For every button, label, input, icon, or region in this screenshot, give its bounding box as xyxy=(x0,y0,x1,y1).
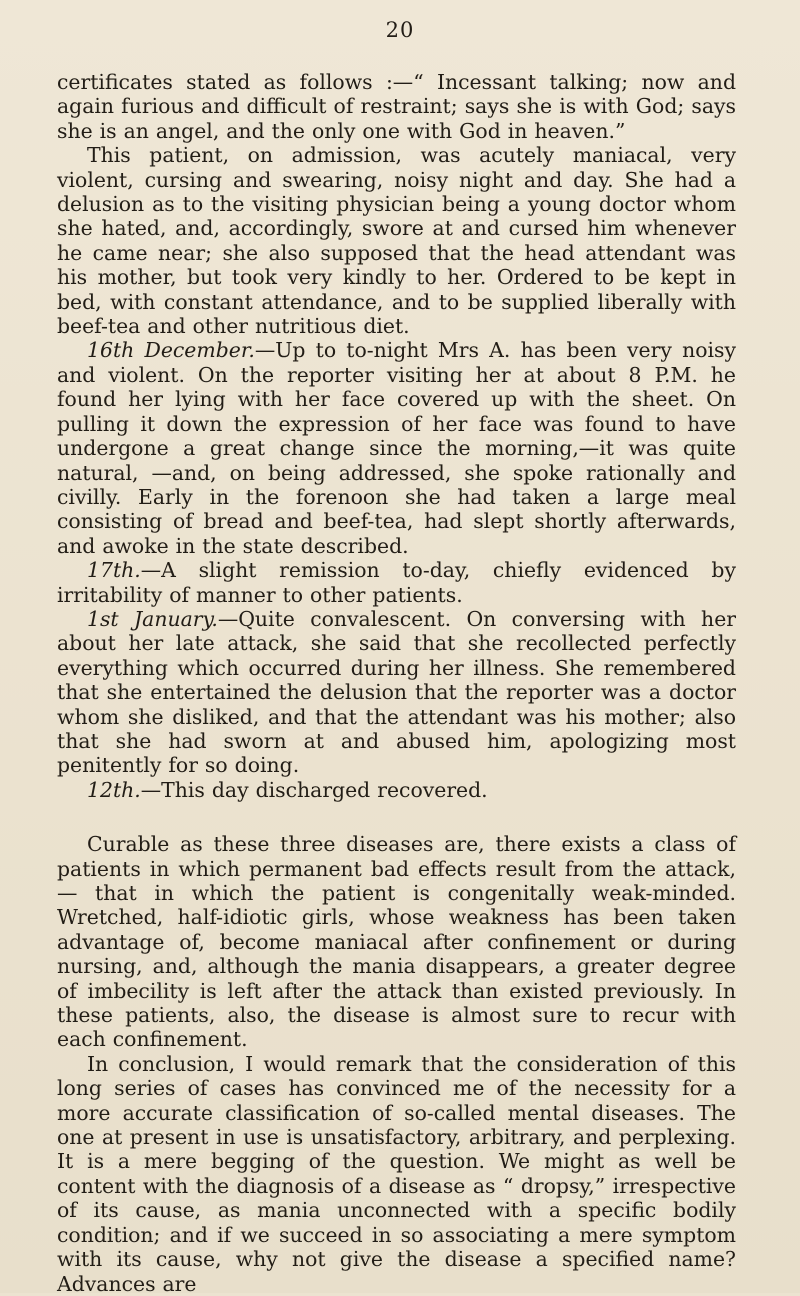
paragraph-text: certificates stated as follows :—“ Incessant talking; now and again furious and difficult of restraint; says she is with God; says she is an angel, and the only one with God in heaven.” xyxy=(57,70,736,143)
paragraph-text: —Quite convalescent. On conversing with her about her late attack, she said that she recollected perfectly everything which occurred during her illness. She remembered that she entertained the delusion that the reporter was a doctor whom she disliked, and that the attendant was his mother; also that she had sworn at and abused him, apologizing most penitently for so doing. xyxy=(57,606,737,778)
paragraph-12th xyxy=(57,778,736,802)
paragraph-16th-december xyxy=(57,338,736,558)
paragraph-text: This patient, on admission, was acutely maniacal, very violent, cursing and swearing, noisy night and day. She had a delusion as to the visiting physician being a young doctor whom she hated, and, accordingly, swore at and cursed him whenever he came near; she also supposed that the head attendant was his mother, but took very kindly to her. Ordered to be kept in bed, with constant attendance, and to be supplied liberally with beef-tea and other nutritious diet. xyxy=(57,143,736,339)
entry-date: 12th. xyxy=(87,777,141,802)
page-number: 20 xyxy=(385,18,415,42)
paragraph-text: —This day discharged recovered. xyxy=(140,777,488,802)
paragraph-17th xyxy=(57,558,736,607)
paragraph-text: —A slight remission to-day, chiefly evidenced by irritability of manner to other patients. xyxy=(57,558,736,607)
entry-date: 17th. xyxy=(87,558,141,583)
paragraph-conclusion xyxy=(57,1052,736,1296)
paragraph-admission xyxy=(57,143,736,338)
paragraph-text: Curable as these three diseases are, there exists a class of patients in which permanent bad effects result from the attack,— that in which the patient is congenitally weak-minded. Wretched, half-idiotic girls, whose weakness has been taken advantage of, become maniacal after confinement or during nursing, and, although the mania disappears, a greater degree of imbecility is left after the attack than existed previously. In these patients, also, the disease is almost sure to recur with each confinement. xyxy=(57,832,736,1052)
discussion-section xyxy=(57,832,736,1296)
paragraph-certificates xyxy=(57,70,736,143)
entry-date: 1st January. xyxy=(87,606,218,631)
paragraph-curable-diseases xyxy=(57,832,736,1052)
paragraph-text: In conclusion, I would remark that the consideration of this long series of cases has convinced me of the necessity for a more accurate classification of so-called mental diseases. The one at present in use is unsatisfactory, arbitrary, and perplexing. It is a mere begging of the question. We might as well be content with the diagnosis of a disease as “ dropsy,” irrespective of its cause, as mania unconnected with a specific bodily condition; and if we succeed in so associating a mere symptom with its cause, why not give the disease a specified name? Advances are xyxy=(57,1051,736,1296)
paragraph-text: —Up to to-night Mrs A. has been very noisy and violent. On the reporter visiting her at about 8 P.M. he found her lying with her face covered up with the sheet. On pulling it down the expression of her face was found to have undergone a great change since the morning,—it was quite natural, —and, on being addressed, she spoke rationally and civilly. Early in the forenoon she had taken a large meal consisting of bread and beef-tea, had slept shortly afterwards, and awoke in the state described. xyxy=(57,338,736,558)
paragraph-1st-january xyxy=(57,607,736,778)
case-report-section xyxy=(57,70,736,802)
entry-date: 16th December. xyxy=(87,338,255,363)
